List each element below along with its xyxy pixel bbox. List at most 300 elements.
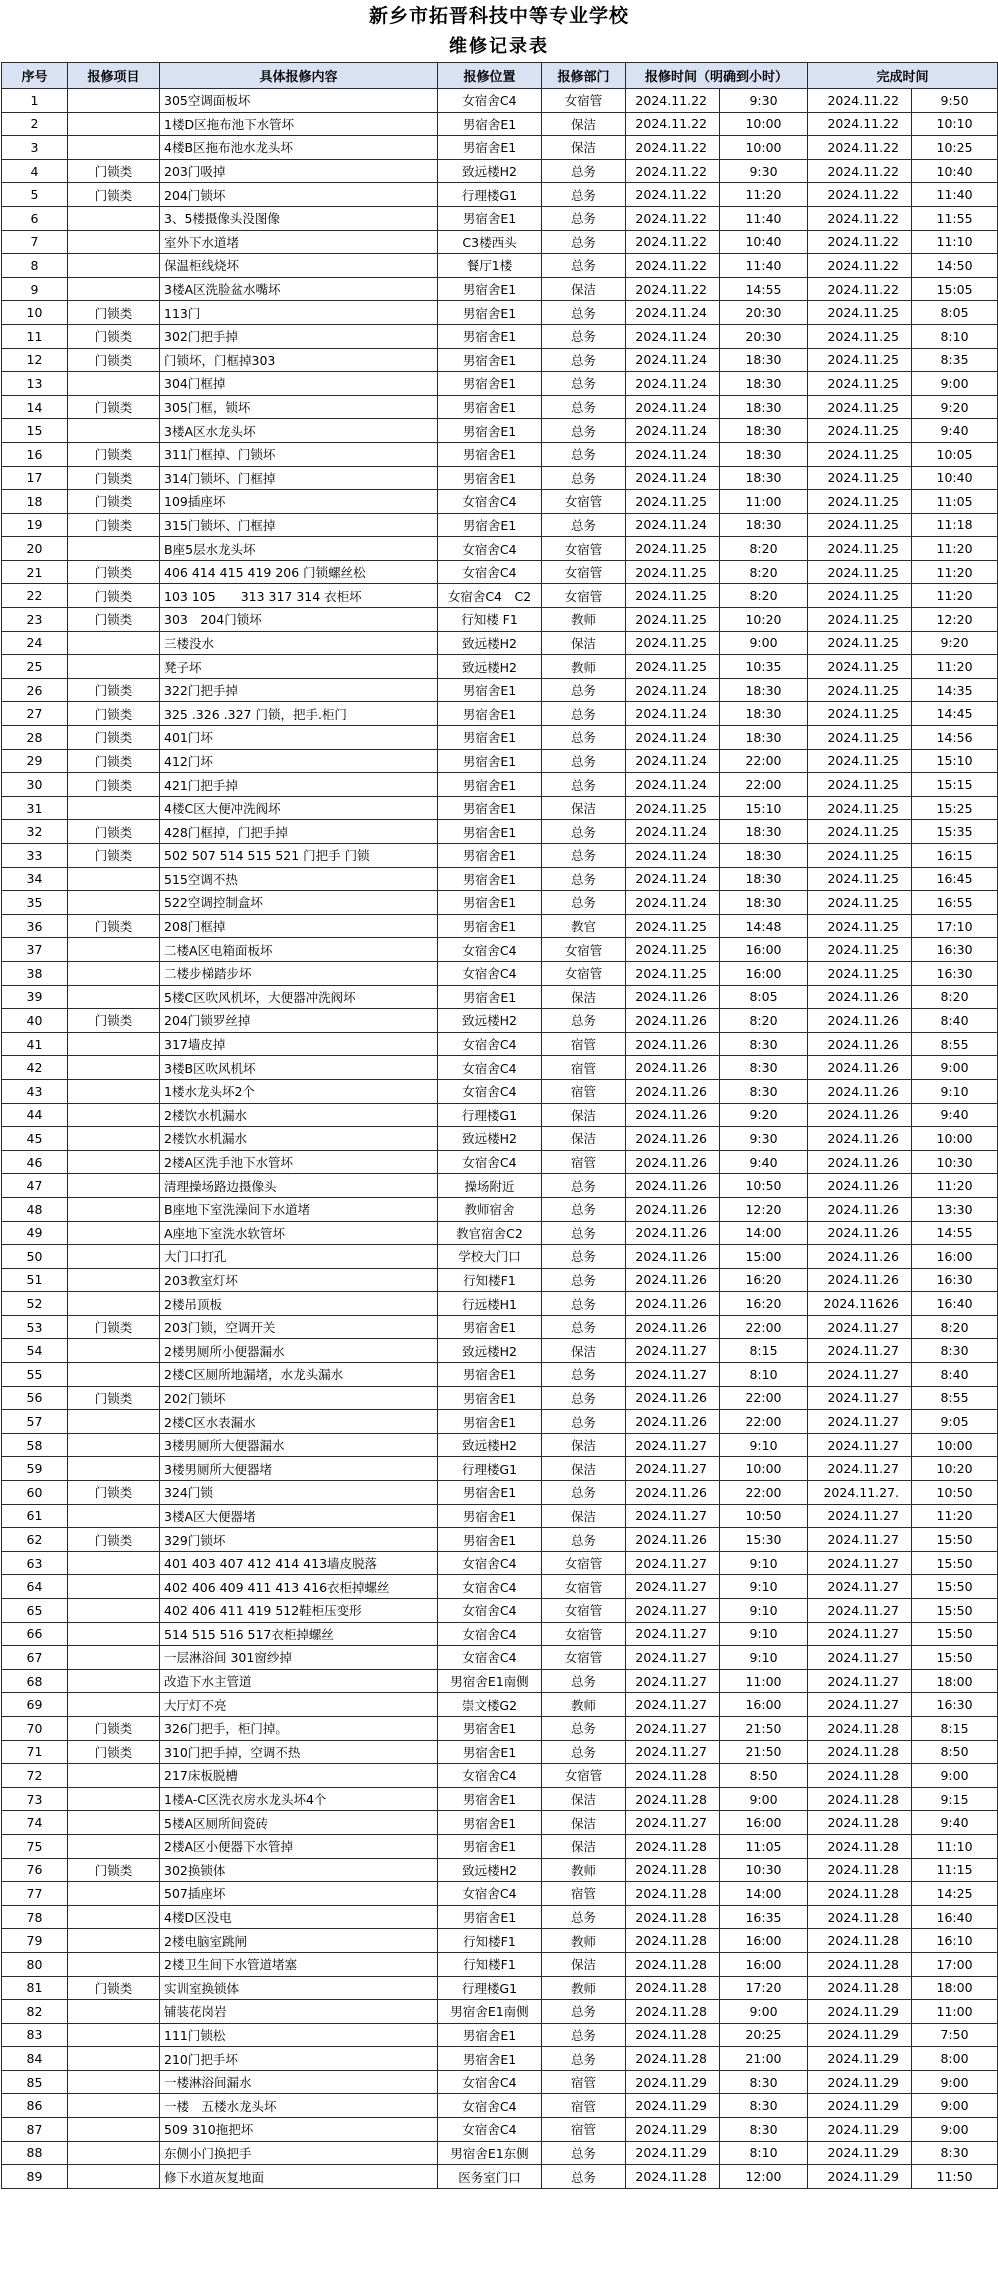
cell-index: 65 bbox=[2, 1599, 68, 1623]
cell-report-date: 2024.11.24 bbox=[626, 513, 720, 537]
cell-report-date: 2024.11.22 bbox=[626, 112, 720, 136]
cell-index: 58 bbox=[2, 1433, 68, 1457]
cell-report-time: 16:20 bbox=[720, 1292, 808, 1316]
cell-finish-date: 2024.11.22 bbox=[808, 159, 912, 183]
cell-department: 女宿管 bbox=[542, 1599, 626, 1623]
cell-index: 47 bbox=[2, 1174, 68, 1198]
cell-report-date: 2024.11.27 bbox=[626, 1363, 720, 1387]
cell-content: 302门把手掉 bbox=[160, 324, 438, 348]
table-row bbox=[2, 820, 998, 844]
cell-report-date: 2024.11.26 bbox=[626, 1528, 720, 1552]
cell-finish-time: 16:30 bbox=[912, 938, 998, 962]
cell-report-date: 2024.11.29 bbox=[626, 2070, 720, 2094]
table-row bbox=[2, 513, 998, 537]
cell-location: 女宿舍C4 bbox=[438, 1764, 542, 1788]
cell-category bbox=[68, 1150, 160, 1174]
cell-finish-date: 2024.11.25 bbox=[808, 749, 912, 773]
cell-report-time: 22:00 bbox=[720, 1410, 808, 1434]
cell-location: 行知楼 F1 bbox=[438, 608, 542, 632]
table-row bbox=[2, 1268, 998, 1292]
cell-location: 致远楼H2 bbox=[438, 1127, 542, 1151]
table-row bbox=[2, 1528, 998, 1552]
cell-report-time: 8:15 bbox=[720, 1339, 808, 1363]
cell-index: 40 bbox=[2, 1009, 68, 1033]
cell-finish-date: 2024.11.26 bbox=[808, 1103, 912, 1127]
cell-category bbox=[68, 372, 160, 396]
cell-location: 女宿舍C4 bbox=[438, 1551, 542, 1575]
cell-category: 门锁类 bbox=[68, 466, 160, 490]
cell-location: 男宿舍E1 bbox=[438, 419, 542, 443]
cell-finish-time: 14:50 bbox=[912, 254, 998, 278]
cell-report-date: 2024.11.28 bbox=[626, 1858, 720, 1882]
cell-report-time: 9:10 bbox=[720, 1575, 808, 1599]
cell-report-date: 2024.11.26 bbox=[626, 1056, 720, 1080]
table-row bbox=[2, 608, 998, 632]
cell-category bbox=[68, 1693, 160, 1717]
cell-report-date: 2024.11.27 bbox=[626, 1575, 720, 1599]
cell-content: 305门框，锁坏 bbox=[160, 395, 438, 419]
cell-report-date: 2024.11.27 bbox=[626, 1433, 720, 1457]
cell-finish-date: 2024.11.25 bbox=[808, 655, 912, 679]
cell-content: 2楼饮水机漏水 bbox=[160, 1103, 438, 1127]
cell-index: 76 bbox=[2, 1858, 68, 1882]
cell-content: 203教室灯坏 bbox=[160, 1268, 438, 1292]
cell-location: 男宿舍E1 bbox=[438, 513, 542, 537]
cell-finish-date: 2024.11.25 bbox=[808, 584, 912, 608]
cell-category bbox=[68, 136, 160, 160]
cell-report-date: 2024.11.24 bbox=[626, 867, 720, 891]
cell-finish-date: 2024.11.28 bbox=[808, 1740, 912, 1764]
cell-finish-date: 2024.11.22 bbox=[808, 277, 912, 301]
cell-department: 女宿管 bbox=[542, 89, 626, 113]
cell-finish-date: 2024.11.28 bbox=[808, 1764, 912, 1788]
cell-department: 保洁 bbox=[542, 1127, 626, 1151]
cell-finish-date: 2024.11.25 bbox=[808, 820, 912, 844]
table-row bbox=[2, 395, 998, 419]
cell-category: 门锁类 bbox=[68, 608, 160, 632]
cell-report-time: 8:30 bbox=[720, 1056, 808, 1080]
cell-content: 317墙皮掉 bbox=[160, 1032, 438, 1056]
cell-report-date: 2024.11.25 bbox=[626, 490, 720, 514]
cell-finish-time: 18:00 bbox=[912, 1669, 998, 1693]
cell-category bbox=[68, 2070, 160, 2094]
cell-category bbox=[68, 277, 160, 301]
cell-index: 20 bbox=[2, 537, 68, 561]
cell-report-date: 2024.11.25 bbox=[626, 961, 720, 985]
cell-finish-date: 2024.11.29 bbox=[808, 2094, 912, 2118]
cell-department: 保洁 bbox=[542, 136, 626, 160]
cell-finish-date: 2024.11.22 bbox=[808, 89, 912, 113]
cell-finish-date: 2024.11.28 bbox=[808, 1858, 912, 1882]
cell-report-time: 10:00 bbox=[720, 112, 808, 136]
cell-location: 女宿舍C4 bbox=[438, 961, 542, 985]
cell-report-date: 2024.11.26 bbox=[626, 1197, 720, 1221]
cell-report-time: 16:00 bbox=[720, 938, 808, 962]
cell-report-date: 2024.11.26 bbox=[626, 1410, 720, 1434]
cell-content: 428门框掉，门把手掉 bbox=[160, 820, 438, 844]
cell-finish-date: 2024.11.28 bbox=[808, 1952, 912, 1976]
cell-content: 325 .326 .327 门锁，把手.柜门 bbox=[160, 702, 438, 726]
cell-location: 崇文楼G2 bbox=[438, 1693, 542, 1717]
cell-finish-time: 16:10 bbox=[912, 1929, 998, 1953]
cell-index: 8 bbox=[2, 254, 68, 278]
table-row bbox=[2, 2070, 998, 2094]
cell-content: 2楼C区水表漏水 bbox=[160, 1410, 438, 1434]
cell-department: 总务 bbox=[542, 2000, 626, 2024]
table-row bbox=[2, 348, 998, 372]
cell-index: 17 bbox=[2, 466, 68, 490]
cell-content: 311门框掉、门锁坏 bbox=[160, 442, 438, 466]
cell-finish-time: 11:40 bbox=[912, 183, 998, 207]
cell-report-time: 21:00 bbox=[720, 2047, 808, 2071]
cell-report-time: 18:30 bbox=[720, 678, 808, 702]
cell-category: 门锁类 bbox=[68, 183, 160, 207]
cell-department: 教师 bbox=[542, 1693, 626, 1717]
cell-report-time: 8:05 bbox=[720, 985, 808, 1009]
cell-content: 一楼 五楼水龙头坏 bbox=[160, 2094, 438, 2118]
cell-category: 门锁类 bbox=[68, 1481, 160, 1505]
cell-location: 男宿舍E1 bbox=[438, 1410, 542, 1434]
cell-report-time: 8:30 bbox=[720, 1079, 808, 1103]
cell-department: 总务 bbox=[542, 1245, 626, 1269]
cell-content: 315门锁坏、门框掉 bbox=[160, 513, 438, 537]
cell-finish-time: 10:00 bbox=[912, 1127, 998, 1151]
cell-report-time: 10:00 bbox=[720, 136, 808, 160]
cell-index: 23 bbox=[2, 608, 68, 632]
cell-report-time: 18:30 bbox=[720, 867, 808, 891]
cell-finish-date: 2024.11.25 bbox=[808, 702, 912, 726]
cell-finish-date: 2024.11.27 bbox=[808, 1669, 912, 1693]
cell-category bbox=[68, 112, 160, 136]
cell-finish-date: 2024.11.26 bbox=[808, 1221, 912, 1245]
cell-report-date: 2024.11.27 bbox=[626, 1716, 720, 1740]
cell-report-date: 2024.11.24 bbox=[626, 702, 720, 726]
cell-index: 2 bbox=[2, 112, 68, 136]
cell-finish-date: 2024.11.29 bbox=[808, 2141, 912, 2165]
cell-content: 324门锁 bbox=[160, 1481, 438, 1505]
table-row bbox=[2, 1079, 998, 1103]
cell-report-date: 2024.11.22 bbox=[626, 206, 720, 230]
cell-report-date: 2024.11.28 bbox=[626, 2023, 720, 2047]
cell-department: 总务 bbox=[542, 1197, 626, 1221]
cell-finish-date: 2024.11.25 bbox=[808, 608, 912, 632]
table-row bbox=[2, 1976, 998, 2000]
cell-location: 致远楼H2 bbox=[438, 631, 542, 655]
cell-report-date: 2024.11.28 bbox=[626, 1976, 720, 2000]
cell-category: 门锁类 bbox=[68, 513, 160, 537]
cell-location: 男宿舍E1 bbox=[438, 1787, 542, 1811]
table-row bbox=[2, 466, 998, 490]
cell-index: 61 bbox=[2, 1504, 68, 1528]
table-row bbox=[2, 1905, 998, 1929]
table-row bbox=[2, 1363, 998, 1387]
cell-finish-date: 2024.11.22 bbox=[808, 254, 912, 278]
cell-report-time: 14:00 bbox=[720, 1221, 808, 1245]
cell-finish-date: 2024.11.26 bbox=[808, 1127, 912, 1151]
cell-finish-date: 2024.11.27 bbox=[808, 1575, 912, 1599]
cell-content: 3楼A区水龙头坏 bbox=[160, 419, 438, 443]
cell-index: 45 bbox=[2, 1127, 68, 1151]
cell-location: 男宿舍E1 bbox=[438, 277, 542, 301]
table-row bbox=[2, 1952, 998, 1976]
cell-department: 教师 bbox=[542, 608, 626, 632]
table-row bbox=[2, 537, 998, 561]
cell-report-date: 2024.11.26 bbox=[626, 1150, 720, 1174]
cell-finish-date: 2024.11.26 bbox=[808, 1174, 912, 1198]
cell-finish-date: 2024.11.29 bbox=[808, 2047, 912, 2071]
cell-finish-time: 8:40 bbox=[912, 1363, 998, 1387]
table-row bbox=[2, 183, 998, 207]
cell-finish-time: 9:00 bbox=[912, 2118, 998, 2142]
cell-report-date: 2024.11.28 bbox=[626, 1787, 720, 1811]
cell-report-time: 18:30 bbox=[720, 372, 808, 396]
cell-index: 77 bbox=[2, 1882, 68, 1906]
cell-report-date: 2024.11.24 bbox=[626, 419, 720, 443]
cell-index: 51 bbox=[2, 1268, 68, 1292]
header-index: 序号 bbox=[2, 63, 68, 89]
cell-finish-time: 16:55 bbox=[912, 891, 998, 915]
cell-content: 东侧小门换把手 bbox=[160, 2141, 438, 2165]
cell-report-time: 20:30 bbox=[720, 324, 808, 348]
cell-index: 13 bbox=[2, 372, 68, 396]
cell-finish-date: 2024.11.27 bbox=[808, 1363, 912, 1387]
cell-report-time: 22:00 bbox=[720, 1315, 808, 1339]
cell-finish-date: 2024.11.26 bbox=[808, 1245, 912, 1269]
cell-finish-time: 10:05 bbox=[912, 442, 998, 466]
cell-index: 37 bbox=[2, 938, 68, 962]
cell-department: 宿管 bbox=[542, 2094, 626, 2118]
cell-department: 女宿管 bbox=[542, 1575, 626, 1599]
cell-location: 医务室门口 bbox=[438, 2165, 542, 2189]
cell-report-date: 2024.11.26 bbox=[626, 1292, 720, 1316]
school-title: 新乡市拓晋科技中等专业学校 bbox=[368, 5, 629, 27]
cell-category: 门锁类 bbox=[68, 1976, 160, 2000]
cell-report-date: 2024.11.28 bbox=[626, 1929, 720, 1953]
cell-location: 女宿舍C4 bbox=[438, 490, 542, 514]
cell-finish-time: 8:15 bbox=[912, 1716, 998, 1740]
cell-finish-date: 2024.11.26 bbox=[808, 1150, 912, 1174]
cell-location: 女宿舍C4 bbox=[438, 1622, 542, 1646]
header-report-time: 报修时间（明确到小时） bbox=[626, 63, 808, 89]
cell-category: 门锁类 bbox=[68, 324, 160, 348]
cell-finish-date: 2024.11.27 bbox=[808, 1457, 912, 1481]
cell-finish-time: 17:10 bbox=[912, 914, 998, 938]
table-row bbox=[2, 938, 998, 962]
cell-report-date: 2024.11.24 bbox=[626, 726, 720, 750]
table-row bbox=[2, 1693, 998, 1717]
cell-department: 总务 bbox=[542, 678, 626, 702]
cell-report-time: 16:00 bbox=[720, 1929, 808, 1953]
cell-index: 48 bbox=[2, 1197, 68, 1221]
cell-department: 总务 bbox=[542, 1292, 626, 1316]
cell-location: 女宿舍C4 bbox=[438, 1575, 542, 1599]
cell-finish-date: 2024.11.25 bbox=[808, 513, 912, 537]
cell-index: 44 bbox=[2, 1103, 68, 1127]
cell-index: 11 bbox=[2, 324, 68, 348]
table-row bbox=[2, 961, 998, 985]
cell-index: 59 bbox=[2, 1457, 68, 1481]
cell-department: 教师 bbox=[542, 655, 626, 679]
cell-department: 总务 bbox=[542, 1221, 626, 1245]
cell-location: 男宿舍E1 bbox=[438, 1386, 542, 1410]
table-row bbox=[2, 891, 998, 915]
cell-category: 门锁类 bbox=[68, 702, 160, 726]
cell-content: 室外下水道堵 bbox=[160, 230, 438, 254]
cell-content: 一层淋浴间 301窗纱掉 bbox=[160, 1646, 438, 1670]
cell-category: 门锁类 bbox=[68, 348, 160, 372]
cell-category bbox=[68, 419, 160, 443]
cell-finish-time: 9:00 bbox=[912, 372, 998, 396]
cell-department: 保洁 bbox=[542, 631, 626, 655]
cell-category bbox=[68, 1504, 160, 1528]
cell-finish-date: 2024.11.26 bbox=[808, 1268, 912, 1292]
cell-department: 总务 bbox=[542, 1268, 626, 1292]
cell-report-date: 2024.11.26 bbox=[626, 1481, 720, 1505]
cell-finish-date: 2024.11.25 bbox=[808, 867, 912, 891]
table-row bbox=[2, 631, 998, 655]
cell-finish-time: 8:55 bbox=[912, 1386, 998, 1410]
cell-report-date: 2024.11.27 bbox=[626, 1646, 720, 1670]
cell-report-date: 2024.11.26 bbox=[626, 1386, 720, 1410]
cell-department: 总务 bbox=[542, 466, 626, 490]
cell-finish-date: 2024.11.26 bbox=[808, 1197, 912, 1221]
cell-index: 18 bbox=[2, 490, 68, 514]
cell-content: 门锁坏，门框掉303 bbox=[160, 348, 438, 372]
cell-index: 64 bbox=[2, 1575, 68, 1599]
cell-location: 行理楼G1 bbox=[438, 1103, 542, 1127]
table-row bbox=[2, 1811, 998, 1835]
cell-finish-date: 2024.11.27 bbox=[808, 1386, 912, 1410]
cell-report-time: 18:30 bbox=[720, 442, 808, 466]
cell-report-date: 2024.11.28 bbox=[626, 1764, 720, 1788]
cell-department: 总务 bbox=[542, 749, 626, 773]
cell-location: 男宿舍E1 bbox=[438, 726, 542, 750]
cell-content: 204门锁罗丝掉 bbox=[160, 1009, 438, 1033]
cell-department: 总务 bbox=[542, 1386, 626, 1410]
cell-content: 2楼吊顶板 bbox=[160, 1292, 438, 1316]
cell-location: 男宿舍E1 bbox=[438, 796, 542, 820]
cell-finish-time: 11:00 bbox=[912, 2000, 998, 2024]
cell-report-time: 16:00 bbox=[720, 1952, 808, 1976]
cell-location: 男宿舍E1 bbox=[438, 136, 542, 160]
cell-department: 女宿管 bbox=[542, 938, 626, 962]
cell-department: 保洁 bbox=[542, 1952, 626, 1976]
cell-content: 111门锁松 bbox=[160, 2023, 438, 2047]
table-row bbox=[2, 277, 998, 301]
cell-report-date: 2024.11.29 bbox=[626, 2094, 720, 2118]
cell-department: 女宿管 bbox=[542, 490, 626, 514]
cell-report-time: 22:00 bbox=[720, 773, 808, 797]
cell-finish-date: 2024.11.26 bbox=[808, 1056, 912, 1080]
cell-report-time: 9:30 bbox=[720, 89, 808, 113]
cell-index: 67 bbox=[2, 1646, 68, 1670]
cell-content: 5楼A区厕所间瓷砖 bbox=[160, 1811, 438, 1835]
cell-index: 82 bbox=[2, 2000, 68, 2024]
header-department: 报修部门 bbox=[542, 63, 626, 89]
cell-location: 致远楼H2 bbox=[438, 1339, 542, 1363]
cell-category bbox=[68, 655, 160, 679]
cell-report-date: 2024.11.26 bbox=[626, 985, 720, 1009]
cell-content: 2楼A区小便器下水管掉 bbox=[160, 1834, 438, 1858]
table-row bbox=[2, 372, 998, 396]
cell-department: 总务 bbox=[542, 1174, 626, 1198]
cell-index: 89 bbox=[2, 2165, 68, 2189]
cell-report-time: 18:30 bbox=[720, 891, 808, 915]
cell-department: 总务 bbox=[542, 726, 626, 750]
cell-location: 男宿舍E1 bbox=[438, 749, 542, 773]
cell-content: 109插座坏 bbox=[160, 490, 438, 514]
cell-report-time: 9:10 bbox=[720, 1646, 808, 1670]
cell-report-date: 2024.11.26 bbox=[626, 1268, 720, 1292]
cell-report-time: 18:30 bbox=[720, 820, 808, 844]
cell-finish-date: 2024.11.27 bbox=[808, 1646, 912, 1670]
table-row bbox=[2, 136, 998, 160]
cell-report-time: 17:20 bbox=[720, 1976, 808, 2000]
cell-category bbox=[68, 1032, 160, 1056]
cell-index: 78 bbox=[2, 1905, 68, 1929]
cell-report-date: 2024.11.22 bbox=[626, 159, 720, 183]
cell-finish-date: 2024.11.25 bbox=[808, 560, 912, 584]
cell-department: 宿管 bbox=[542, 1150, 626, 1174]
cell-index: 50 bbox=[2, 1245, 68, 1269]
cell-content: 修下水道灰复地面 bbox=[160, 2165, 438, 2189]
cell-index: 21 bbox=[2, 560, 68, 584]
cell-index: 32 bbox=[2, 820, 68, 844]
cell-location: C3楼西头 bbox=[438, 230, 542, 254]
cell-content: 2楼卫生间下水管道堵塞 bbox=[160, 1952, 438, 1976]
cell-category bbox=[68, 2165, 160, 2189]
cell-category bbox=[68, 1221, 160, 1245]
cell-finish-time: 9:50 bbox=[912, 89, 998, 113]
table-row bbox=[2, 2023, 998, 2047]
cell-content: 304门框掉 bbox=[160, 372, 438, 396]
cell-finish-date: 2024.11.27. bbox=[808, 1481, 912, 1505]
cell-index: 74 bbox=[2, 1811, 68, 1835]
cell-report-time: 18:30 bbox=[720, 726, 808, 750]
cell-report-time: 8:20 bbox=[720, 1009, 808, 1033]
table-row bbox=[2, 773, 998, 797]
cell-content: 302换锁体 bbox=[160, 1858, 438, 1882]
cell-finish-date: 2024.11.25 bbox=[808, 773, 912, 797]
cell-report-date: 2024.11.26 bbox=[626, 1032, 720, 1056]
table-row bbox=[2, 985, 998, 1009]
cell-department: 总务 bbox=[542, 183, 626, 207]
cell-content: 1楼A-C区洗衣房水龙头坏4个 bbox=[160, 1787, 438, 1811]
cell-report-time: 8:30 bbox=[720, 2118, 808, 2142]
cell-content: 二楼步梯踏步坏 bbox=[160, 961, 438, 985]
cell-category: 门锁类 bbox=[68, 1528, 160, 1552]
cell-report-time: 10:50 bbox=[720, 1174, 808, 1198]
cell-finish-time: 16:45 bbox=[912, 867, 998, 891]
cell-department: 总务 bbox=[542, 442, 626, 466]
cell-report-date: 2024.11.24 bbox=[626, 891, 720, 915]
cell-finish-time: 8:00 bbox=[912, 2047, 998, 2071]
cell-category bbox=[68, 1575, 160, 1599]
cell-report-time: 10:00 bbox=[720, 1457, 808, 1481]
cell-department: 总务 bbox=[542, 324, 626, 348]
cell-report-time: 15:00 bbox=[720, 1245, 808, 1269]
cell-finish-time: 10:20 bbox=[912, 1457, 998, 1481]
cell-location: 男宿舍E1 bbox=[438, 1834, 542, 1858]
cell-department: 宿管 bbox=[542, 1079, 626, 1103]
cell-finish-time: 16:40 bbox=[912, 1292, 998, 1316]
cell-finish-time: 15:50 bbox=[912, 1622, 998, 1646]
cell-finish-date: 2024.11.25 bbox=[808, 678, 912, 702]
cell-finish-time: 14:25 bbox=[912, 1882, 998, 1906]
cell-report-date: 2024.11.28 bbox=[626, 2047, 720, 2071]
cell-finish-date: 2024.11.27 bbox=[808, 1622, 912, 1646]
cell-department: 总务 bbox=[542, 702, 626, 726]
